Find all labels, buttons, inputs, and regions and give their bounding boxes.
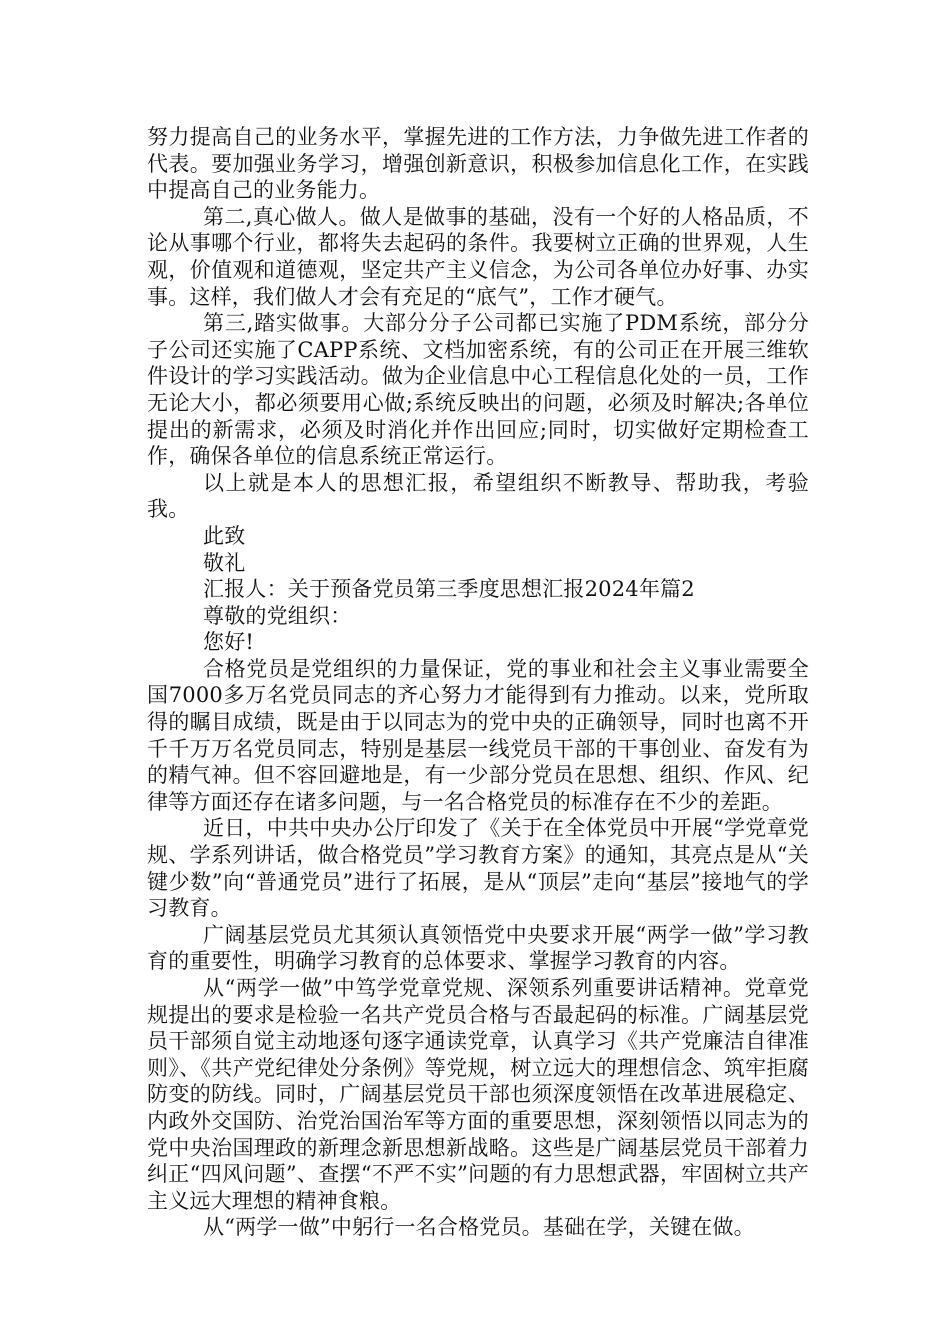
document-page: [147, 124, 809, 1241]
paragraph: 广阔基层党员尤其须认真领悟党中央要求开展“两学一做”学习教育的重要性，明确学习教育的总体要求、掌握学习教育的内容。: [147, 922, 809, 974]
reporter-line: 汇报人：关于预备党员第三季度思想汇报2024年篇2: [203, 577, 695, 602]
paragraph: 合格党员是党组织的力量保证，党的事业和社会主义事业需要全国7000多万名党员同志的齐心努力才能得到有力推动。以来，党所取得的瞩目成绩，既是由于以同志为的党中央的正确领导，同时也离不开千千万万名党员同志，特别是基层一线党员干部的干事创业、奋发有为的精气神。但不容回避地是，有一少部分党员在思想、组织、作风、纪律等方面还存在诸多问题，与一名合格党员的标准存在不少的差距。: [147, 656, 809, 814]
paragraph: 从“两学一做”中躬行一名合格党员。基础在学，关键在做。: [203, 1215, 755, 1240]
closing-line: 此致: [203, 523, 246, 548]
greeting-line: 尊敬的党组织：: [203, 603, 352, 628]
salute-line: 敬礼: [203, 550, 246, 575]
hello-line: 您好!: [203, 630, 255, 655]
paragraph: 从“两学一做”中笃学党章党规、深领系列重要讲话精神。党章党规提出的要求是检验一名共产党员合格与否最起码的标准。广阔基层党员干部须自觉主动地逐句逐字通读党章，认真学习《共产党廉洁自律准则》、《共产党纪律处分条例》等党规，树立远大的理想信念、筑牢拒腐防变的防线。同时，广阔基层党员干部也须深度领悟在改革进展稳定、内政外交国防、治党治国治军等方面的重要思想，深刻领悟以同志为的党中央治国理政的新理念新思想新战略。这些是广阔基层党员干部着力纠正“四风问题”、查摆“不严不实”问题的有力思想武器，牢固树立共产主义远大理想的精神食粮。: [147, 976, 809, 1213]
paragraph: 努力提高自己的业务水平，掌握先进的工作方法，力争做先进工作者的代表。要加强业务学习，增强创新意识，积极参加信息化工作，在实践中提高自己的业务能力。: [147, 125, 809, 203]
paragraph: 第三,踏实做事。大部分分子公司都已实施了PDM系统，部分分子公司还实施了CAPP系统、文档加密系统，有的公司正在开展三维软件设计的学习实践活动。做为企业信息中心工程信息化处的一员，工作无论大小，都必须要用心做;系统反映出的问题，必须及时解决;各单位提出的新需求，必须及时消化并作出回应;同时，切实做好定期检查工作，确保各单位的信息系统正常运行。: [147, 311, 809, 469]
paragraph: 第二,真心做人。做人是做事的基础，没有一个好的人格品质，不论从事哪个行业，都将失去起码的条件。我要树立正确的世界观，人生观，价值观和道德观，坚定共产主义信念，为公司各单位办好事、办实事。这样，我们做人才会有充足的“底气”，工作才硬气。: [147, 204, 809, 309]
paragraph: 以上就是本人的思想汇报，希望组织不断教导、帮助我，考验我。: [147, 470, 809, 522]
paragraph: 近日，中共中央办公厅印发了《关于在全体党员中开展“学党章党规、学系列讲话，做合格党员”学习教育方案》的通知，其亮点是从“关键少数”向“普通党员”进行了拓展，是从“顶层”走向“基层”接地气的学习教育。: [147, 816, 809, 921]
